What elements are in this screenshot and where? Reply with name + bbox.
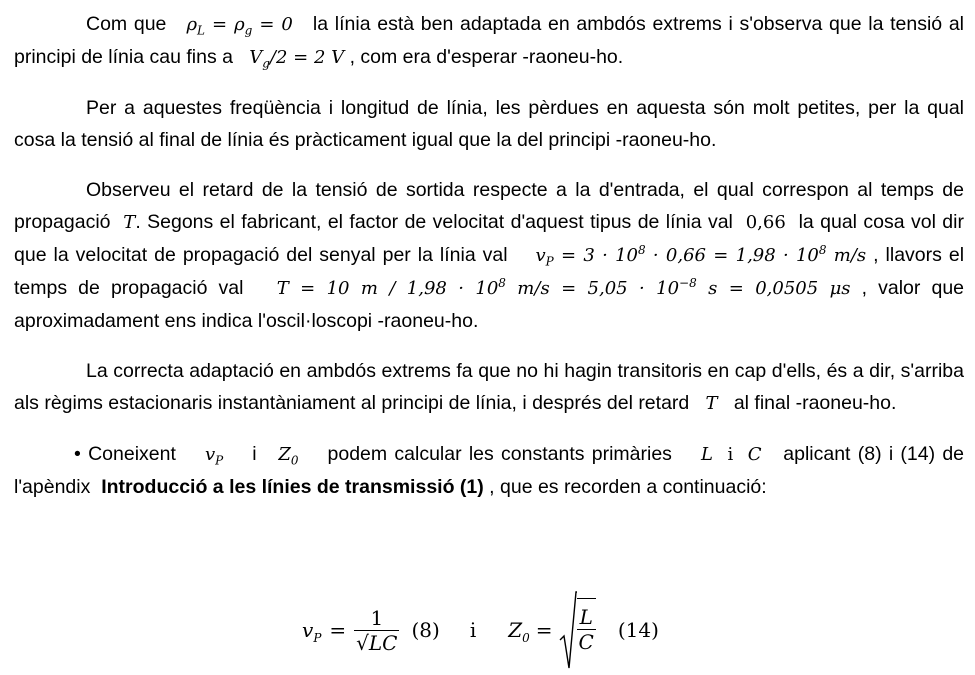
math-z0: $Z_0$ — [278, 444, 299, 468]
text: , valor que aproximadament ens indica l'oscil·loscopi -raoneu-ho. — [14, 277, 965, 332]
text: i — [727, 444, 734, 465]
bullet-icon: • — [74, 443, 81, 465]
text: podem calcular les constants primàries — [327, 443, 672, 465]
text: la qual cosa vol dir que la velocitat de propagació del senyal per la línia val — [14, 211, 964, 266]
numerator: 1 — [370, 605, 384, 630]
math-vp-equation: $v_P = 3 \cdot 10^8 \cdot 0,66 = 1,98 \cdot 10^8$ m/s — [535, 243, 867, 269]
equation-ref-14: (14) — [617, 618, 659, 642]
text: al final -raoneu-ho. — [733, 392, 897, 414]
math-vg-half: $V_g/2 = 2$ V — [249, 47, 345, 71]
denominator: √LC — [356, 630, 398, 655]
sqrt-icon — [559, 590, 577, 670]
formula-block — [0, 584, 975, 674]
text: Observeu el retard de la tensió de sortida respecte a la d'entrada, el qual correspon al temps de propagació — [14, 179, 964, 233]
text: . Segons el fabricant, el factor de velocitat d'aquest tipus de línia val — [135, 211, 733, 233]
math-vp: $v_P$ — [302, 618, 322, 645]
math-L: L — [700, 444, 713, 465]
text: , llavors el temps de propagació val — [14, 244, 965, 299]
text: la línia està ben adaptada en ambdós extrems i s'observa que la tensió al principi de línia cau fins a — [14, 13, 964, 68]
text: La correcta adaptació en ambdós extrems fa que no hi hagin transitoris en cap d'ells, és a dir, s'arriba als règims estacionaris instantàniament al principi de línia, i després del retard — [14, 360, 964, 414]
text: Per a aquestes freqüència i longitud de línia, les pèrdues en aquesta són molt petites, per la qual cosa la tensió al final de línia és pràcticament igual que la del principi -raoneu-ho. — [14, 97, 964, 151]
numerator: L — [579, 605, 593, 629]
conjunction: i — [469, 618, 477, 642]
equals-sign: = — [329, 618, 347, 642]
text: Coneixent — [88, 443, 176, 465]
math-rho-equality: $\rho_L = \rho_g = 0$ — [186, 14, 293, 38]
math-vp: $v_P$ — [204, 444, 224, 468]
document-body — [14, 8, 964, 503]
text: , com era d'esperar -raoneu-ho. — [349, 46, 624, 68]
math-z0: $Z_0$ — [508, 618, 530, 645]
math-velocity-factor: 0,66 — [745, 212, 786, 233]
appendix-reference: Introducció a les línies de transmissió (1) — [101, 476, 484, 498]
paragraph-1 — [14, 8, 964, 74]
text: i — [252, 443, 257, 465]
fraction-l-over-c — [577, 598, 596, 654]
fraction-1-over-sqrt-lc — [354, 606, 399, 655]
paragraph-5 — [14, 438, 964, 503]
paragraph-3 — [14, 174, 964, 337]
paragraph-2 — [14, 92, 964, 156]
text: , que es recorden a continuació: — [489, 476, 767, 498]
equals-sign: = — [535, 618, 553, 642]
math-T-equation: T = 10 $m / 1,98 \cdot 10^8$ $m/s = 5,05 \cdot 10^{-8}$ s = 0,0505 μs — [276, 276, 851, 299]
math-T: T — [123, 212, 136, 233]
equation-ref-8: (8) — [411, 618, 440, 642]
text: Com que — [86, 13, 167, 35]
math-C: C — [747, 444, 762, 465]
math-T: T — [705, 393, 718, 414]
text: aplicant (8) i (14) de l'apèndix — [14, 443, 965, 498]
paragraph-4 — [14, 355, 964, 420]
denominator: C — [578, 630, 594, 654]
